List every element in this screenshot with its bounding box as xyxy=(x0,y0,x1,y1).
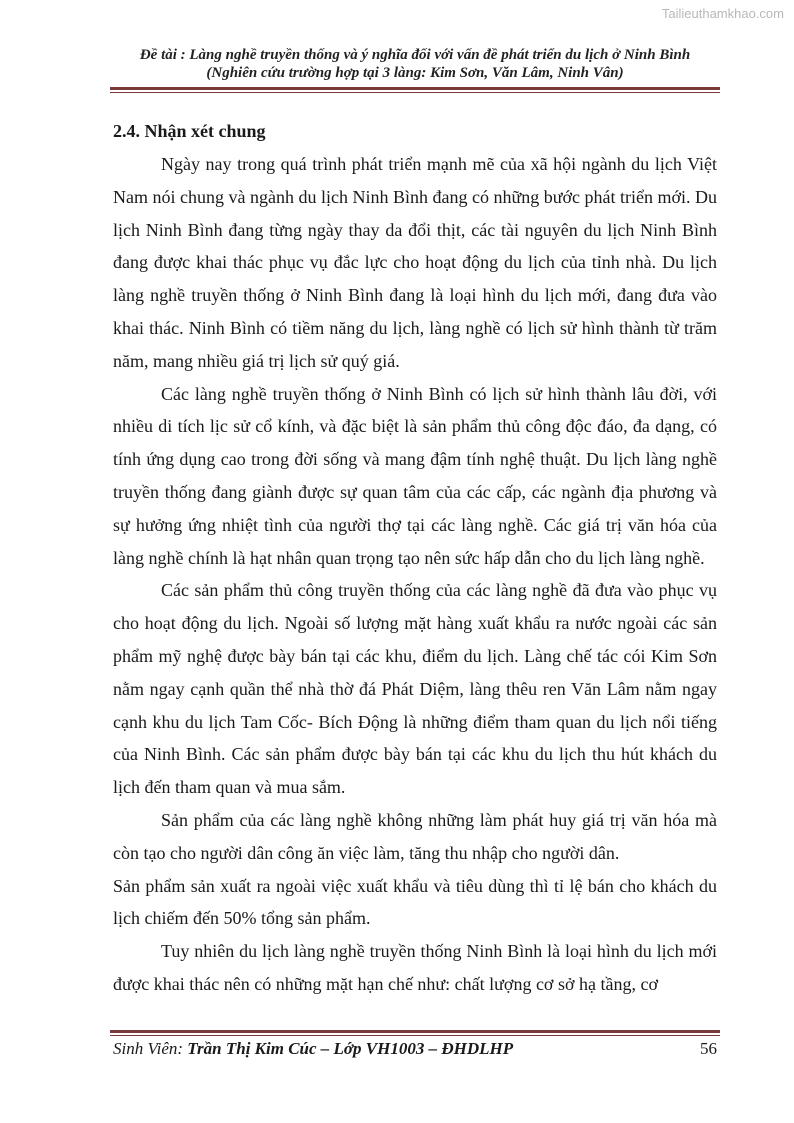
footer-rule-thin xyxy=(110,1035,720,1036)
paragraph: Ngày nay trong quá trình phát triển mạnh mẽ của xã hội ngành du lịch Việt Nam nói chung và ngành du lịch Ninh Bình đang có những bước phát triển mới. Du lịch Ninh Bình đang từng ngày thay da đổi thịt, các tài nguyên du lịch Ninh Bình đang được khai thác phục vụ đắc lực cho hoạt động du lịch của tỉnh nhà. Du lịch làng nghề truyền thống ở Ninh Bình đang là loại hình du lịch mới, đang đưa vào khai thác. Ninh Bình có tiềm năng du lịch, làng nghề có lịch sử hình thành từ trăm năm, mang nhiều giá trị lịch sử quý giá. xyxy=(113,154,717,371)
header-title: Đề tài : Làng nghề truyền thống và ý nghĩa đối với vấn đề phát triển du lịch ở Ninh Bình xyxy=(139,47,691,63)
section-title: 2.4. Nhận xét chung xyxy=(113,121,266,141)
page-number: 56 xyxy=(700,1039,717,1058)
footer-rule-thick xyxy=(110,1030,720,1033)
document-header xyxy=(110,46,720,82)
paragraph: Sản phẩm sản xuất ra ngoài việc xuất khẩu và tiêu dùng thì tỉ lệ bán cho khách du lịch chiếm đến 50% tổng sản phẩm. xyxy=(113,875,717,929)
header-rule-thin xyxy=(110,92,720,93)
paragraph: Các sản phẩm thủ công truyền thống của các làng nghề đã đưa vào phục vụ cho hoạt động du lịch. Ngoài số lượng mặt hàng xuất khẩu ra nước ngoài các sản phẩm mỹ nghệ được bày bán tại các khu, điểm du lịch. Làng chế tác cói Kim Sơn nằm ngay cạnh quần thể nhà thờ đá Phát Diệm, làng thêu ren Văn Lâm nằm ngay cạnh khu du lịch Tam Cốc- Bích Động là những điểm tham quan du lịch nổi tiếng của Ninh Bình. Các sản phẩm được bày bán tại các khu du lịch thu hút khách du lịch đến tham quan và mua sắm. xyxy=(113,580,717,798)
document-footer xyxy=(113,1039,717,1059)
footer-prefix: Sinh Viên: xyxy=(113,1039,188,1058)
footer-author: Trần Thị Kim Cúc – Lớp VH1003 – ĐHDLHP xyxy=(187,1039,514,1058)
watermark: Tailieuthamkhao.com xyxy=(661,6,784,21)
header-subtitle: (Nghiên cứu trường hợp tại 3 làng: Kim Sơn, Văn Lâm, Ninh Vân) xyxy=(206,65,624,81)
paragraph: Sản phẩm của các làng nghề không những làm phát huy giá trị văn hóa mà còn tạo cho người dân công ăn việc làm, tăng thu nhập cho người dân. xyxy=(113,809,717,863)
paragraph: Tuy nhiên du lịch làng nghề truyền thống Ninh Bình là loại hình du lịch mới được khai thác nên có những mặt hạn chế như: chất lượng cơ sở hạ tầng, cơ xyxy=(113,941,717,994)
body-text xyxy=(113,148,717,1001)
header-rule-thick xyxy=(110,87,720,90)
paragraph: Các làng nghề truyền thống ở Ninh Bình có lịch sử hình thành lâu đời, với nhiều di tích lịc sử cổ kính, và đặc biệt là sản phẩm thủ công độc đáo, đa dạng, có tính ứng dụng cao trong đời sống và mang đậm tính nghệ thuật. Du lịch làng nghề truyền thống đang giành được sự quan tâm của các cấp, các ngành địa phương và sự hưởng ứng nhiệt tình của người thợ tại các làng nghề. Các giá trị văn hóa của làng nghề chính là hạt nhân quan trọng tạo nên sức hấp dẫn cho du lịch làng nghề. xyxy=(113,383,717,568)
